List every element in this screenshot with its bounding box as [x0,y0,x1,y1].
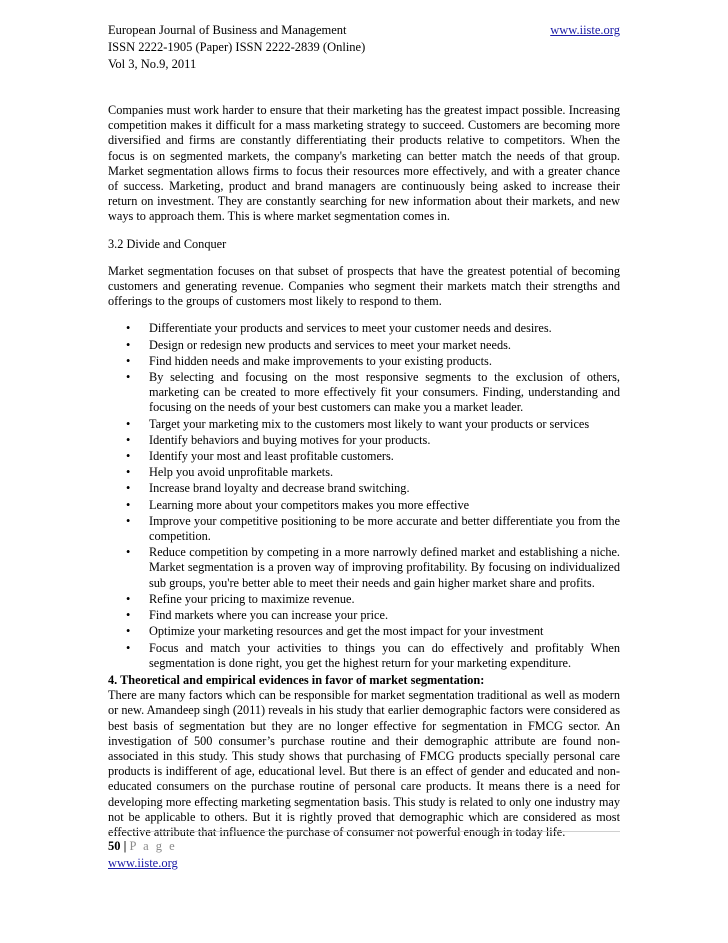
bullet-text: Differentiate your products and services to meet your customer needs and desires. [149,321,552,336]
bullet-text: Learning more about your competitors makes you more effective [149,497,470,512]
benefits-bullet-list [108,321,620,670]
bullet-text: Optimize your marketing resources and get the most impact for your investment [149,624,544,639]
bullet-text: Refine your pricing to maximize revenue. [149,591,355,606]
bullet-dot-icon: • [126,353,131,368]
bullet-item [126,513,620,544]
bullet-text: Find hidden needs and make improvements to your existing products. [149,353,492,368]
bullet-item [126,640,620,671]
issn-line: ISSN 2222-1905 (Paper) ISSN 2222-2839 (Online) [108,40,366,54]
bullet-dot-icon: • [126,465,131,480]
bullet-dot-icon: • [126,321,131,336]
footer-url-link[interactable]: www.iiste.org [108,856,178,870]
bullet-item [126,465,620,480]
bullet-dot-icon: • [126,497,131,512]
bullet-item [126,370,620,416]
page-number: 50 [108,839,121,853]
volume-line: Vol 3, No.9, 2011 [108,57,197,71]
page-body [108,103,620,840]
bullet-item [126,337,620,353]
page-header [108,22,620,73]
bullet-text: Identify your most and least profitable customers. [149,449,394,464]
bullet-text: Increase brand loyalty and decrease brand switching. [149,481,410,496]
bullet-dot-icon: • [126,591,131,606]
bullet-item [126,321,620,336]
intro-paragraph: Companies must work harder to ensure that their marketing has the greatest impact possible. Increasing competition makes it difficult for a mass marketing strategy to succeed. Customers are becoming more diversified and firms are constantly differentiating their products relative to competitors. When the focus is on segmented markets, the company's marketing can better match the needs of that group. Market segmentation allows firms to focus their resources more effectively, and with a greater chance of success. Marketing, product and brand managers are continuously being asked to increase their return on investment. They are constantly searching for new information about their markets, and new ways to approach them. This is where market segmentation comes in. [108,103,620,224]
bullet-item [126,545,620,591]
section-4-heading: 4. Theoretical and empirical evidences in favor of market segmentation: [108,672,485,687]
bullet-dot-icon: • [126,432,131,447]
bullet-dot-icon: • [126,513,131,528]
page-separator: | [123,839,127,853]
bullet-item [126,608,620,623]
bullet-item [126,449,620,464]
bullet-dot-icon: • [126,624,131,639]
bullet-text: Help you avoid unprofitable markets. [149,465,334,480]
bullet-dot-icon: • [126,608,131,623]
bullet-text: By selecting and focusing on the most responsive segments to the exclusion of others, marketing can be created to more effectively fit your consumers. Finding, understanding and focusing on the needs of your best customers can make you a market leader. [149,370,620,415]
bullet-item [126,432,620,448]
footer-divider [108,831,620,832]
bullet-item [126,353,620,369]
bullet-text: Find markets where you can increase your price. [149,608,389,623]
bullet-dot-icon: • [126,545,131,560]
section-4-paragraph: There are many factors which can be responsible for market segmentation traditional as well as modern or new. Amandeep singh (2011) reveals in his study that earlier demographic factors were considered as best basis of segmentation but they are no longer effective for segmentation in FMCG sector. An investigation of 500 consumer’s purchase routine and their demographic attribute are found non-associated in this study. This study shows that purchasing of FMCG products specially personal care products is indifferent of age, educational level. But there is an effect of gender and educated and non-educated consumers on the purchase routine of personal care products. It means there is a need for developing more effecting marketing segmentation basis. This study is related to only one industry may not be applicable to others. But it is rightly proved that demographic which are considered as most [108,688,620,824]
bullet-text: Reduce competition by competing in a more narrowly defined market and establishing a niche. Market segmentation is a proven way of improving profitability. By focusing on individualized sub groups, you're better able to meet their needs and gain higher market share and profits. [149,545,620,590]
journal-title: European Journal of Business and Management [108,23,347,37]
page-word: P a g e [129,839,177,853]
bullet-dot-icon: • [126,640,131,655]
section-3-2-heading: 3.2 Divide and Conquer [108,236,227,251]
page-footer [108,838,178,872]
bullet-item [126,497,620,513]
bullet-item [126,481,620,496]
bullet-item [126,624,620,639]
bullet-dot-icon: • [126,449,131,464]
bullet-item [126,416,620,432]
bullet-text: Improve your competitive positioning to be more accurate and better differentiate you from the competition. [149,513,620,544]
bullet-item [126,591,620,607]
section-3-2-paragraph: Market segmentation focuses on that subset of prospects that have the greatest potential of becoming customers and generating revenue. Companies who segment their markets match their strengths and offerings to the groups of customers most likely to respond to them. [108,263,620,309]
bullet-dot-icon: • [126,370,131,385]
bullet-dot-icon: • [126,337,131,352]
bullet-text: Focus and match your activities to things you can do effectively and profitably When segmentation is done right, you get the highest return for your marketing expenditure. [149,640,620,670]
bullet-text: Design or redesign new products and services to meet your market needs. [149,337,511,352]
bullet-text: Target your marketing mix to the customers most likely to want your products or services [149,416,590,431]
header-url-link[interactable]: www.iiste.org [550,23,620,37]
bullet-dot-icon: • [126,481,131,496]
bullet-text: Identify behaviors and buying motives for your products. [149,432,431,447]
bullet-dot-icon: • [126,416,131,431]
